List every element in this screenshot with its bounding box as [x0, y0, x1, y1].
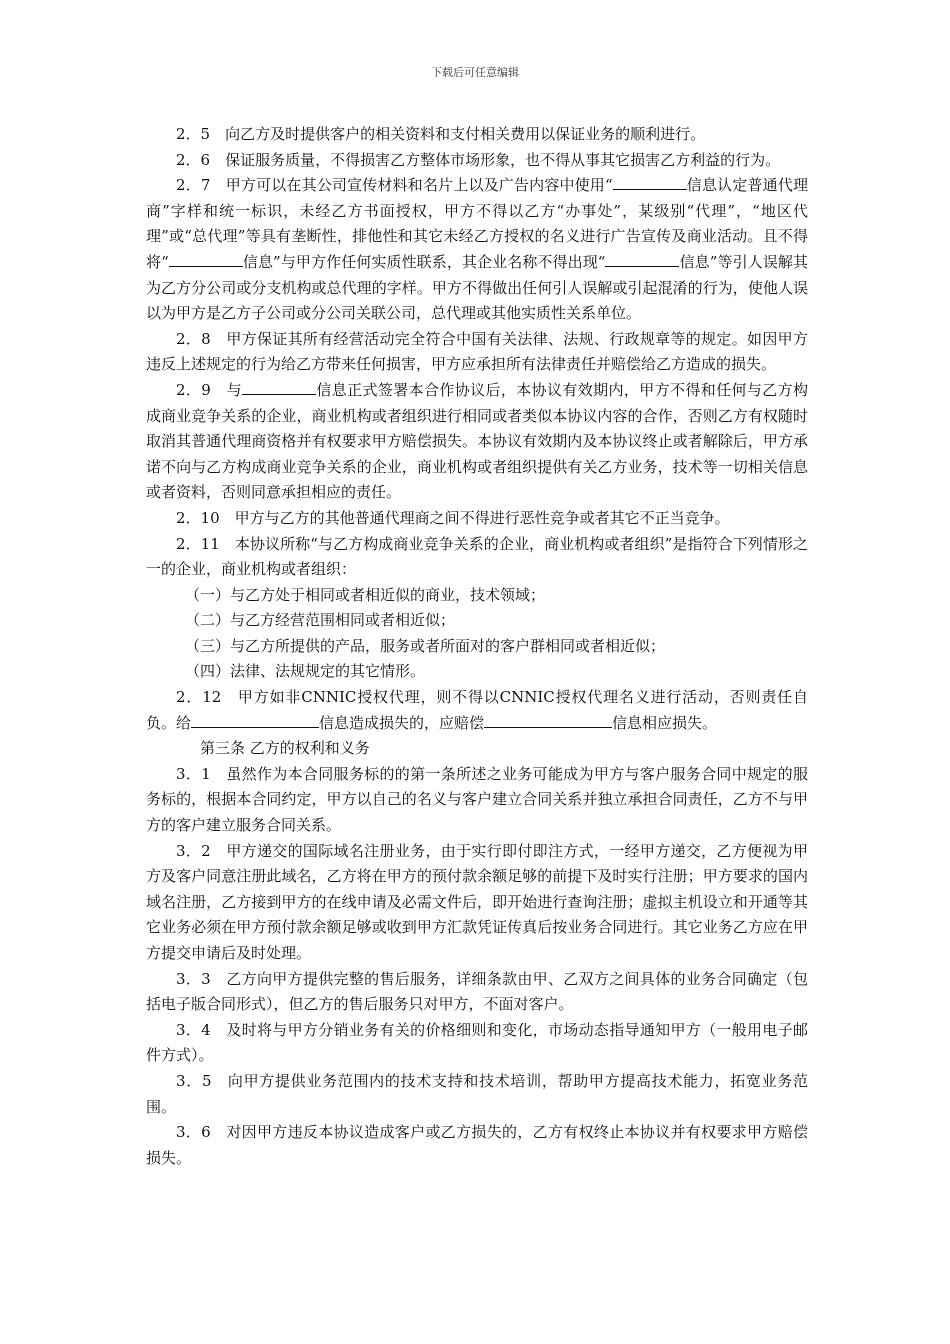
fill-blank — [613, 174, 687, 190]
list-item: （二）与乙方经营范围相同或者相近似； — [185, 611, 456, 630]
clause-2-9 — [146, 378, 808, 506]
clause-2-6: 2．6 保证服务质量，不得损害乙方整体市场形象，也不得从事其它损害乙方利益的行为。 — [176, 150, 781, 169]
clause-2-7-part-a: 2．7 甲方可以在其公司宣传材料和名片上以及广告内容中使用“ — [176, 176, 613, 195]
clause-3-5: 3．5 向甲方提供业务范围内的技术支持和技术培训，帮助甲方提高技术能力，拓宽业务范围。 — [146, 1071, 808, 1116]
clause-2-7-part-c: 信息”与甲方作任何实质性联系，其企业名称不得出现“ — [242, 252, 606, 271]
clause-3-3: 3．3 乙方向甲方提供完整的售后服务，详细条款由甲、乙双方之间具体的业务合同确定（包括电子版合同形式），但乙方的售后服务只对甲方，不面对客户。 — [146, 969, 808, 1014]
clause-2-5: 2．5 向乙方及时提供客户的相关资料和支付相关费用以保证业务的顺利进行。 — [176, 125, 706, 143]
clause-2-7 — [146, 173, 808, 327]
document-body — [146, 122, 808, 1171]
clause-2-7-part-b: 信息认定普通代理商”字样和统一标识，未经乙方书面授权，甲方不得以乙方“办事处”，某级别“代理”，“地区代理”或“总代理”等具有垄断性，排他性和其它未经乙方授权的名义进行广告宣传及商业活动。且不得将“ — [146, 176, 808, 271]
list-item: （一）与乙方处于相同或者相近似的商业，技术领域； — [185, 585, 546, 604]
clause-3-2: 3．2 甲方递交的国际域名注册业务，由于实行即付即注方式，一经甲方递交，乙方便视为甲方及客户同意注册此域名，乙方将在甲方的预付款余额足够的前提下及时实行注册；甲方要求的国内域名注册，乙方接到甲方的在线申请及必需文件后，即开始进行查询注册；虚拟主机设立和开通等其它业务必须在甲方预付款余额足够或收到甲方汇款凭证传真后按业务合同进行。其它业务乙方应在甲方提交申请后及时处理。 — [146, 841, 808, 962]
fill-blank — [242, 379, 316, 395]
list-item: （三）与乙方所提供的产品，服务或者所面对的客户群相同或者相近似； — [185, 636, 666, 655]
fill-blank — [484, 712, 612, 728]
clause-2-10: 2．10 甲方与乙方的其他普通代理商之间不得进行恶性竞争或者其它不正当竞争。 — [176, 508, 730, 527]
clause-2-9-part-a: 2．9 与 — [176, 380, 242, 399]
clause-2-8: 2．8 甲方保证其所有经营活动完全符合中国有关法律、法规、行政规章等的规定。如因甲方违反上述规定的行为给乙方带来任何损害，甲方应承担所有法律责任并赔偿给乙方造成的损失。 — [146, 329, 808, 374]
clause-2-9-part-b: 信息正式签署本合作协议后，本协议有效期内，甲方不得和任何与乙方构成商业竞争关系的企业，商业机构或者组织进行相同或者类似本协议内容的合作，否则乙方有权随时取消其普通代理商资格并有权要求甲方赔偿损失。本协议有效期内及本协议终止或者解除后，甲方承诺不向与乙方构成商业竞争关系的企业，商业机构或者组织提供有关乙方业务，技术等一切相关信息或者资料，否则同意承担相应的责任。 — [146, 380, 808, 502]
clause-3-6: 3．6 对因甲方违反本协议造成客户或乙方损失的，乙方有权终止本协议并有权要求甲方赔偿损失。 — [146, 1123, 808, 1167]
list-item: （四）法律、法规规定的其它情形。 — [185, 662, 426, 681]
clause-2-7-part-d: 信息”等引人误解其为乙方分公司或分支机构或总代理的字样。甲方不得做出任何引人误解或引起混淆的行为，使他人误以为甲方是乙方子公司或分公司关联公司，总代理或其他实质性关系单位。 — [146, 252, 809, 323]
fill-blank — [169, 251, 243, 267]
article-3-heading: 第三条 乙方的权利和义务 — [200, 739, 370, 758]
clause-2-12-part-c: 信息相应损失。 — [612, 713, 718, 732]
clause-2-12 — [146, 685, 808, 736]
fill-blank — [191, 712, 319, 728]
clause-2-12-part-a: 2．12 甲方如非CNNIC授权代理，则不得以CNNIC授权代理名义进行活动，否则责任自负。给 — [146, 688, 808, 732]
fill-blank — [605, 251, 679, 267]
clause-2-12-part-b: 信息造成损失的，应赔偿 — [319, 713, 485, 732]
clause-3-4: 3．4 及时将与甲方分销业务有关的价格细则和变化，市场动态指导通知甲方（一般用电子邮件方式）。 — [146, 1020, 808, 1065]
page-header: 下载后可任意编辑 — [431, 66, 519, 79]
clause-2-11: 2．11 本协议所称“与乙方构成商业竞争关系的企业，商业机构或者组织”是指符合下列情形之一的企业，商业机构或者组织： — [146, 534, 808, 579]
clause-3-1: 3．1 虽然作为本合同服务标的的第一条所述之业务可能成为甲方与客户服务合同中规定的服务标的，根据本合同约定，甲方以自己的名义与客户建立合同关系并独立承担合同责任，乙方不与甲方的客户建立服务合同关系。 — [146, 764, 808, 835]
